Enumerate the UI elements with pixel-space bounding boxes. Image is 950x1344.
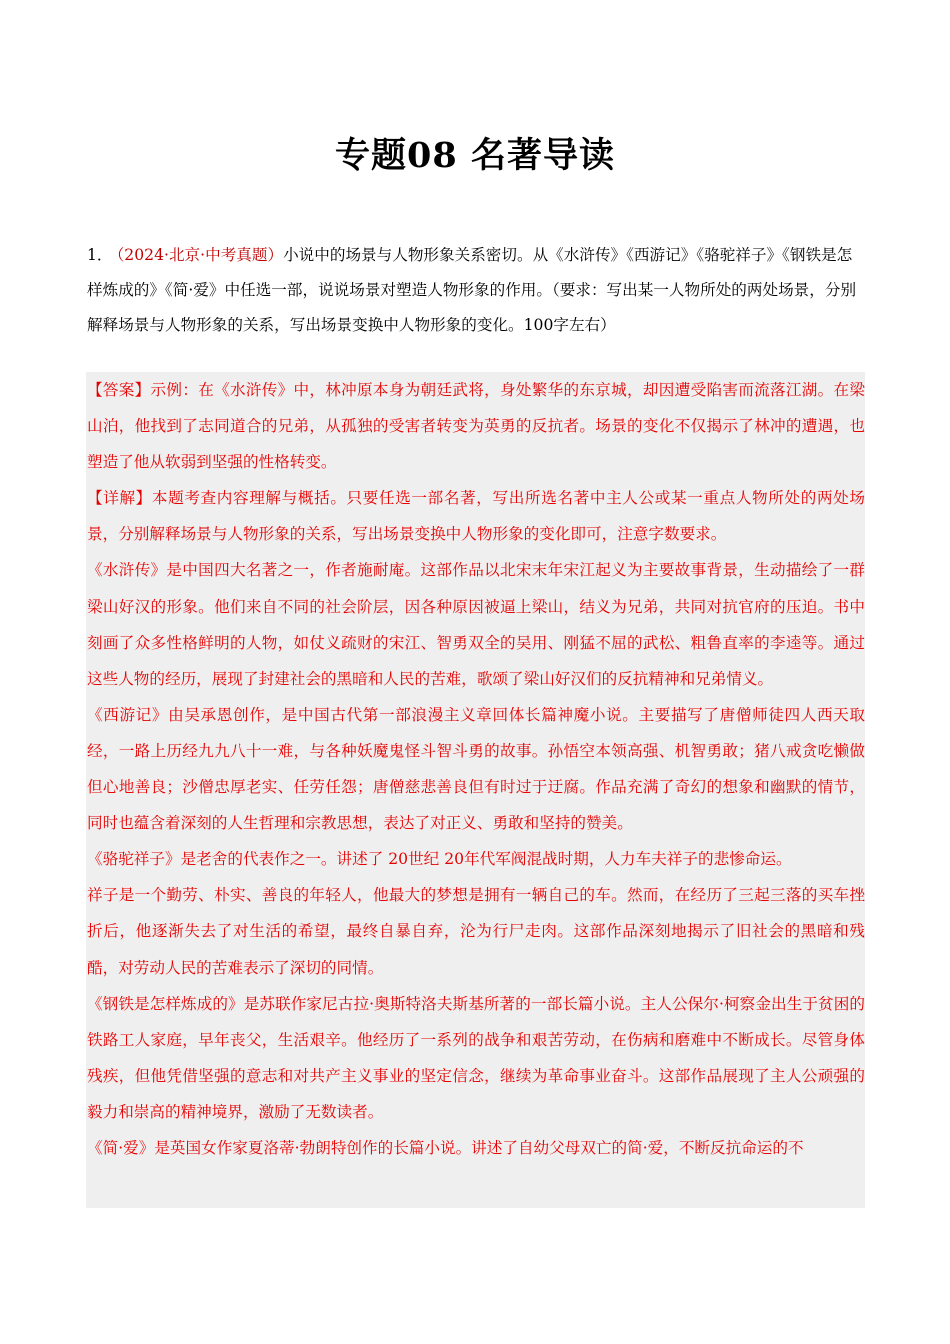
explanation-paragraph: 《水浒传》是中国四大名著之一，作者施耐庵。这部作品以北宋末年宋江起义为主要故事背景，生动描绘了一群梁山好汉的形象。他们来自不同的社会阶层，因各种原因被逼上梁山，结义为兄弟，共同对抗官府的压迫。书中刻画了众多性格鲜明的人物，如仗义疏财的宋江、智勇双全的吴用、刚猛不屈的武松、粗鲁直率的李逵等。通过这些人物的经历，展现了封建社会的黑暗和人民的苦难，歌颂了梁山好汉们的反抗精神和兄弟情义。: [87, 561, 865, 688]
explanation-paragraph: 祥子是一个勤劳、朴实、善良的年轻人，他最大的梦想是拥有一辆自己的车。然而，在经历了三起三落的买车挫折后，他逐渐失去了对生活的希望，最终自暴自弃，沦为行尸走肉。这部作品深刻地揭示了旧社会的黑暗和残酷，对劳动人民的苦难表示了深切的同情。: [87, 886, 865, 977]
question-text: 小说中的场景与人物形象关系密切。从《水浒传》《西游记》《骆驼祥子》《钢铁是怎样炼成的》《简·爱》中任选一部，说说场景对塑造人物形象的作用。（要求：写出某一人物所处的两处场景，分别解释场景与人物形象的关系，写出场景变换中人物形象的变化。100字左右）: [87, 246, 857, 334]
question-source: （2024·北京·中考真题）: [116, 246, 284, 264]
question-block: [87, 238, 865, 343]
detail-text: 本题考查内容理解与概括。只要任选一部名著，写出所选名著中主人公或某一重点人物所处的两处场景，分别解释场景与人物形象的关系，写出场景变换中人物形象的变化即可，注意字数要求。: [87, 489, 865, 544]
detail-tag: 【详解】: [87, 489, 152, 508]
explanation-paragraph: 《西游记》由吴承恩创作，是中国古代第一部浪漫主义章回体长篇神魔小说。主要描写了唐僧师徒四人西天取经，一路上历经九九八十一难，与各种妖魔鬼怪斗智斗勇的故事。孙悟空本领高强、机智勇敢；猪八戒贪吃懒做但心地善良；沙僧忠厚老实、任劳任怨；唐僧慈悲善良但有时过于迂腐。作品充满了奇幻的想象和幽默的情节，同时也蕴含着深刻的人生哲理和宗教思想，表达了对正义、勇敢和坚持的赞美。: [87, 705, 865, 833]
explanation-paragraph: 《骆驼祥子》是老舍的代表作之一。讲述了 20世纪 20年代军阀混战时期，人力车夫祥子的悲惨命运。: [87, 850, 792, 869]
explanation-paragraph: 《钢铁是怎样炼成的》是苏联作家尼古拉·奥斯特洛夫斯基所著的一部长篇小说。主人公保尔·柯察金出生于贫困的铁路工人家庭，早年丧父，生活艰辛。他经历了一系列的战争和艰苦劳动，在伤病和磨难中不断成长。尽管身体残疾，但他凭借坚强的意志和对共产主义事业的坚定信念，继续为革命事业奋斗。这部作品展现了主人公顽强的毅力和崇高的精神境界，激励了无数读者。: [87, 994, 865, 1121]
answer-paragraph: [86, 372, 865, 480]
answer-section: [86, 372, 865, 1208]
detail-paragraph: [86, 480, 865, 552]
answer-text: 示例：在《水浒传》中，林冲原本身为朝廷武将，身处繁华的东京城，却因遭受陷害而流落江湖。在梁山泊，他找到了志同道合的兄弟，从孤独的受害者转变为英勇的反抗者。场景的变化不仅揭示了林冲的遭遇，也塑造了他从软弱到坚强的性格转变。: [87, 381, 865, 472]
question-number: 1．: [87, 246, 113, 264]
explanation-paragraph: 《简·爱》是英国女作家夏洛蒂·勃朗特创作的长篇小说。讲述了自幼父母双亡的简·爱，不断反抗命运的不: [87, 1138, 804, 1157]
answer-tag: 【答案】: [87, 381, 151, 399]
page-title: 专题08 名著导读: [335, 135, 615, 176]
